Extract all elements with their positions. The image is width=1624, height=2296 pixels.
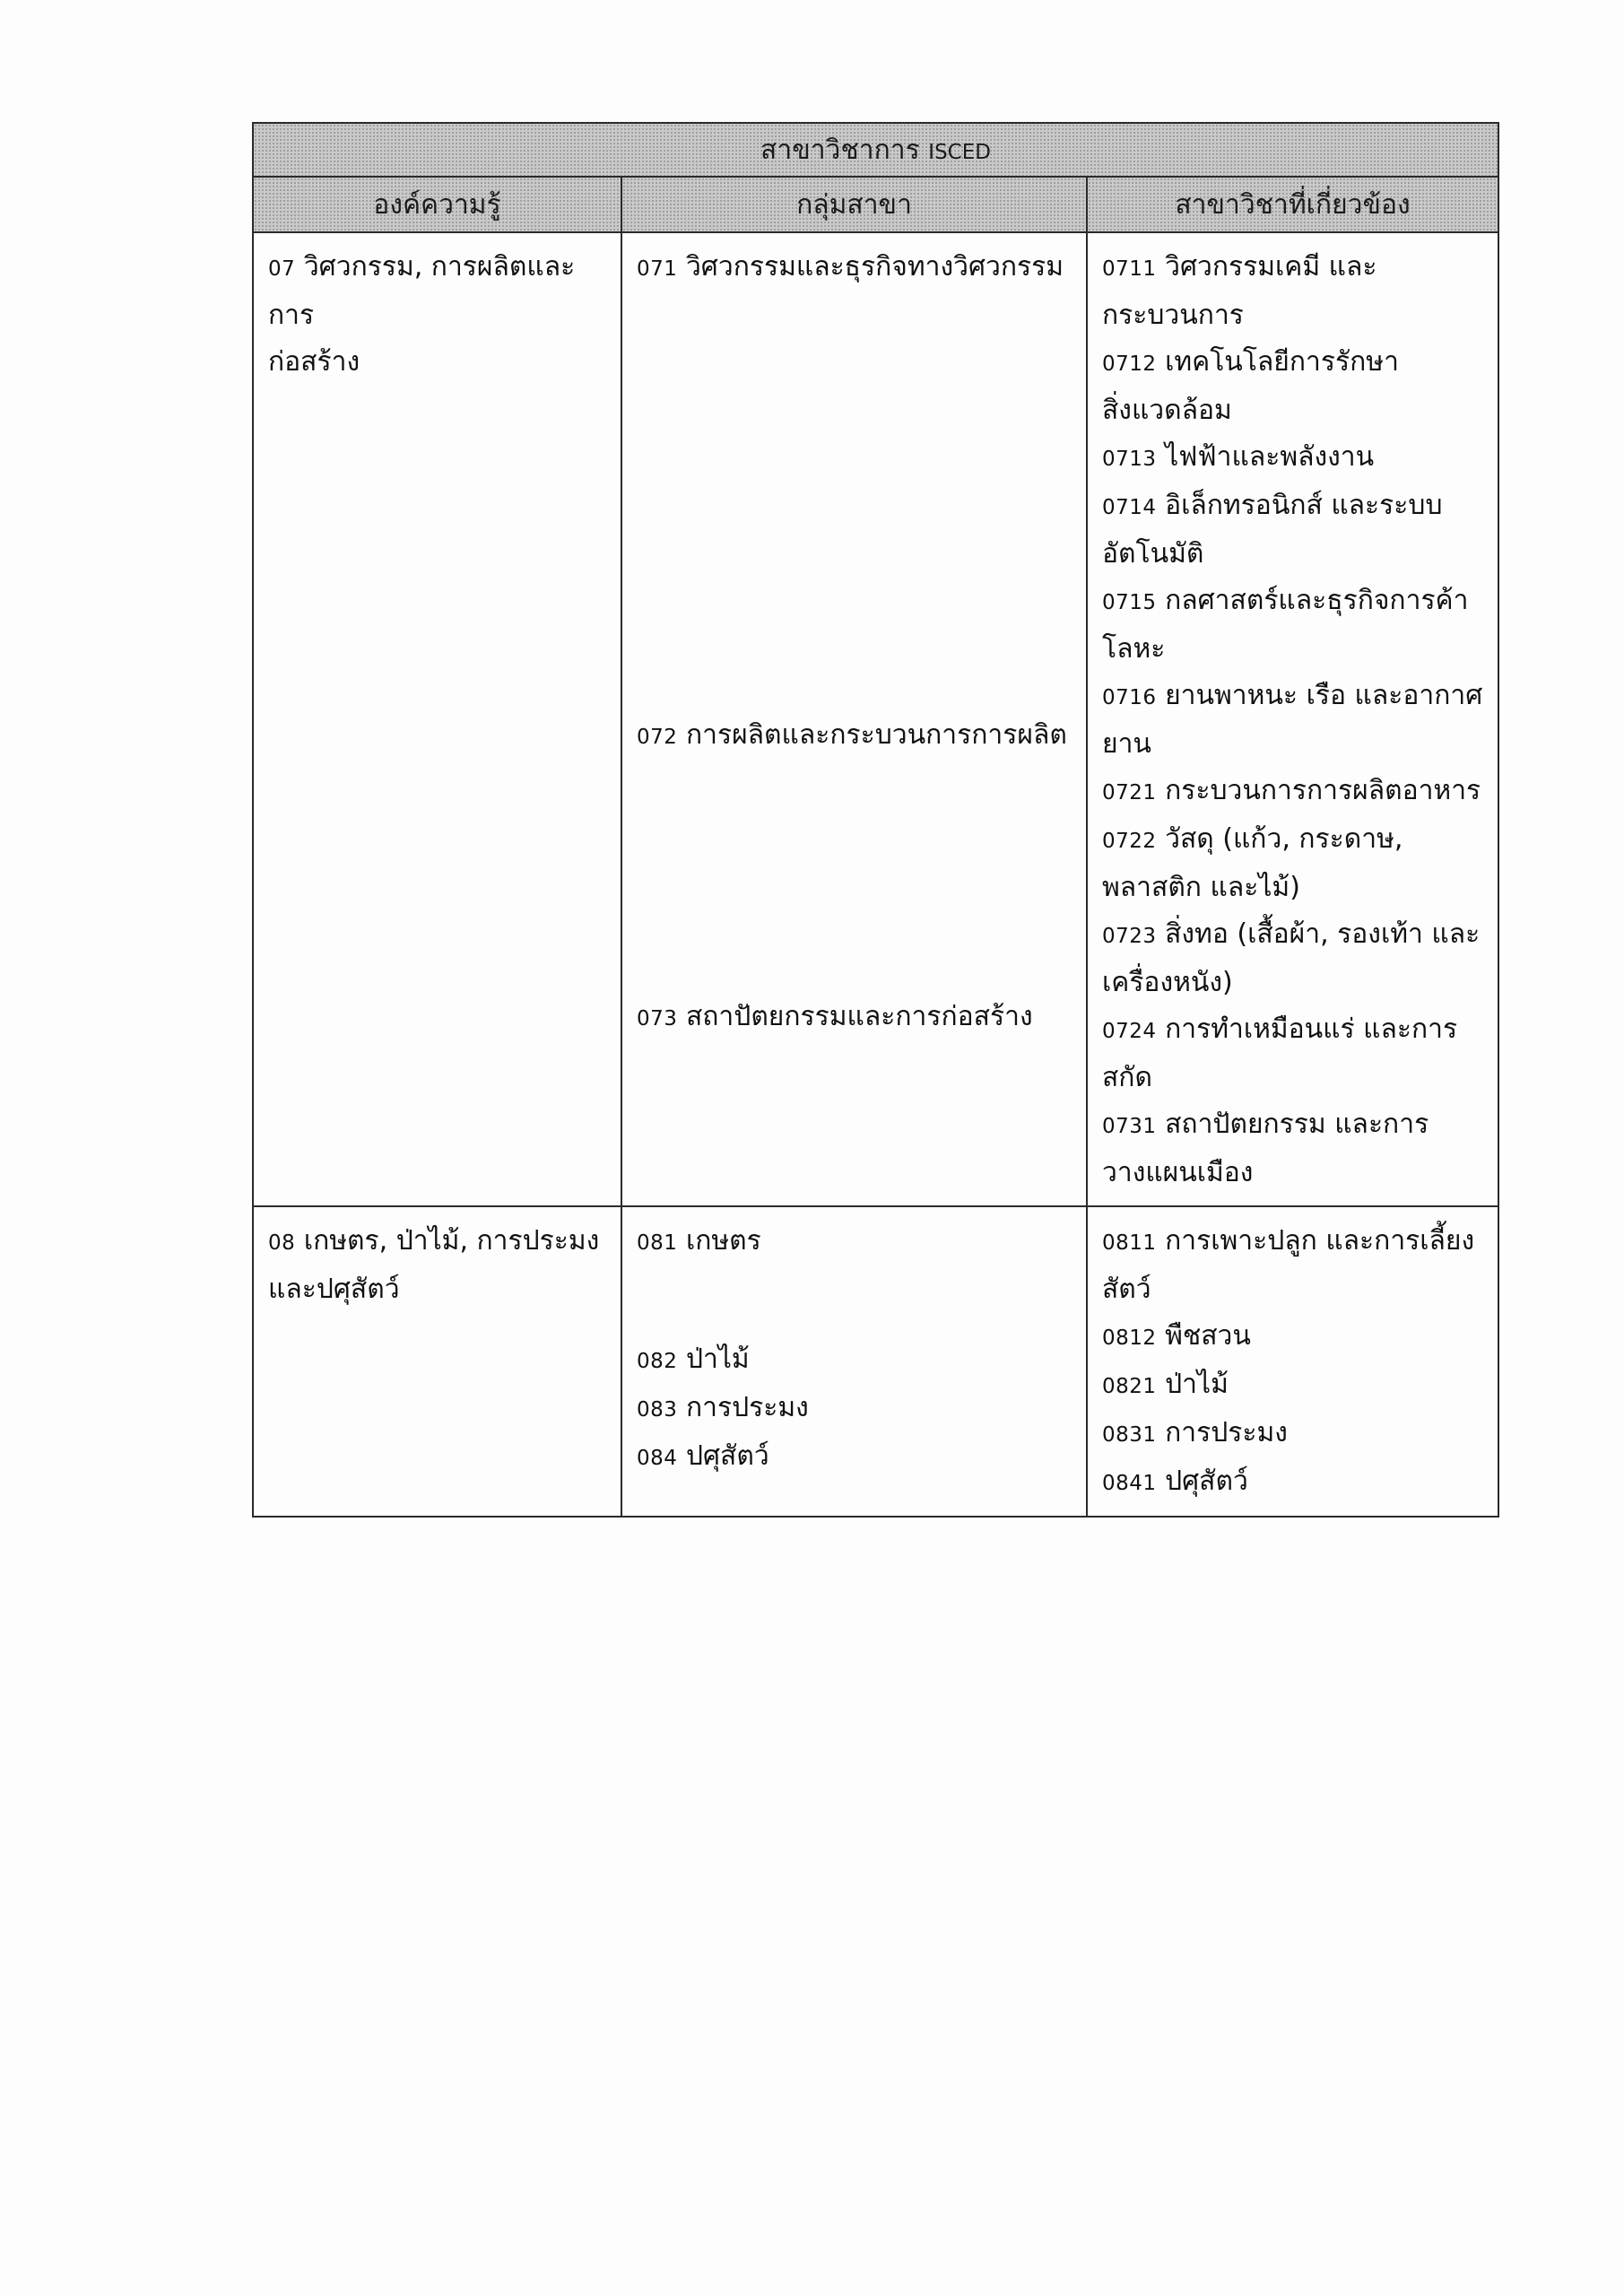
knowledge-cell xyxy=(253,232,621,1206)
field-name-cont: สกัด xyxy=(1102,1062,1152,1093)
field-item xyxy=(1102,244,1485,292)
field-name: เทคโนโลยีการรักษา xyxy=(1165,346,1399,378)
field-code: 0711 xyxy=(1102,257,1157,281)
table-title-suffix: ISCED xyxy=(928,140,991,164)
field-code: 0811 xyxy=(1102,1231,1157,1255)
field-name-cont: เครื่องหนัง) xyxy=(1102,967,1233,998)
field-name-cont: พลาสติก และไม้) xyxy=(1102,872,1300,903)
field-name-cont: วางแผนเมือง xyxy=(1102,1157,1254,1188)
field-item xyxy=(1102,1218,1485,1266)
field-code: 0721 xyxy=(1102,781,1157,804)
field-item xyxy=(1102,483,1485,531)
field-name-cont: สัตว์ xyxy=(1102,1274,1151,1305)
field-item xyxy=(1102,816,1485,865)
field-item xyxy=(1102,768,1485,816)
group-name: สถาปัตยกรรมและการก่อสร้าง xyxy=(685,1001,1033,1032)
field-code: 0812 xyxy=(1102,1326,1157,1350)
group-name: การประมง xyxy=(685,1392,809,1423)
field-item xyxy=(1102,339,1485,387)
field-name: ไฟฟ้าและพลังงาน xyxy=(1165,441,1375,473)
field-code: 0722 xyxy=(1102,830,1157,853)
field-code: 0716 xyxy=(1102,686,1157,709)
group-name: ปศุสัตว์ xyxy=(685,1440,769,1472)
field-item xyxy=(1102,434,1485,483)
field-code: 0821 xyxy=(1102,1375,1157,1398)
group-name: วิศวกรรมและธุรกิจทางวิศวกรรม xyxy=(685,251,1064,283)
field-name: กระบวนการการผลิตอาหาร xyxy=(1165,775,1481,806)
field-name: สถาปัตยกรรม และการ xyxy=(1165,1109,1429,1140)
field-name: การเพาะปลูก และการเลี้ยง xyxy=(1165,1225,1475,1257)
table-row xyxy=(253,1206,1498,1517)
field-code: 0714 xyxy=(1102,496,1157,519)
group-name: การผลิตและกระบวนการการผลิต xyxy=(685,719,1067,751)
knowledge-code: 08 xyxy=(268,1231,296,1255)
field-item xyxy=(1102,1006,1485,1055)
field-item xyxy=(1102,911,1485,960)
group-item xyxy=(637,244,1073,292)
table-title xyxy=(253,123,1498,177)
header-group: กลุ่มสาขา xyxy=(621,177,1087,232)
header-related-fields: สาขาวิชาที่เกี่ยวข้อง xyxy=(1087,177,1498,232)
field-name-cont: กระบวนการ xyxy=(1102,300,1244,331)
field-name: วัสดุ (แก้ว, กระดาษ, xyxy=(1165,823,1403,855)
field-item xyxy=(1102,578,1485,626)
field-code: 0713 xyxy=(1102,448,1157,471)
field-name-cont: โลหะ xyxy=(1102,633,1166,665)
knowledge-line xyxy=(268,244,608,339)
field-name: พืชสวน xyxy=(1165,1320,1251,1352)
group-code: 071 xyxy=(637,257,678,281)
field-name: ยานพาหนะ เรือ และอากาศ xyxy=(1165,680,1483,711)
table-header-row xyxy=(253,177,1498,232)
field-item xyxy=(1102,1313,1485,1361)
field-name-cont: ยาน xyxy=(1102,728,1151,760)
field-item xyxy=(1102,673,1485,721)
field-code: 0712 xyxy=(1102,352,1157,376)
table-title-row xyxy=(253,123,1498,177)
field-name-cont: สิ่งแวดล้อม xyxy=(1102,395,1232,426)
group-name: เกษตร xyxy=(685,1225,761,1257)
field-name: สิ่งทอ (เสื้อผ้า, รองเท้า และ xyxy=(1165,918,1481,950)
group-code: 082 xyxy=(637,1350,678,1373)
group-code: 083 xyxy=(637,1398,678,1422)
knowledge-cell xyxy=(253,1206,621,1517)
knowledge-line xyxy=(268,1218,608,1266)
field-item xyxy=(1102,1101,1485,1150)
group-spacer xyxy=(637,1266,1073,1336)
field-code: 0715 xyxy=(1102,591,1157,614)
fields-cell xyxy=(1087,1206,1498,1517)
group-item xyxy=(637,1218,1073,1266)
fields-cell xyxy=(1087,232,1498,1206)
field-item xyxy=(1102,1458,1485,1507)
group-item xyxy=(637,712,1073,761)
field-code: 0731 xyxy=(1102,1115,1157,1138)
group-cell xyxy=(621,1206,1087,1517)
group-cell xyxy=(621,232,1087,1206)
group-item xyxy=(637,1385,1073,1433)
field-name: อิเล็กทรอนิกส์ และระบบ xyxy=(1165,490,1443,521)
isced-table xyxy=(252,122,1499,1518)
field-item xyxy=(1102,1410,1485,1458)
header-knowledge: องค์ความรู้ xyxy=(253,177,621,232)
knowledge-text: เกษตร, ป่าไม้, การประมง xyxy=(303,1225,600,1257)
field-code: 0841 xyxy=(1102,1472,1157,1495)
field-name: การประมง xyxy=(1165,1417,1288,1448)
group-item xyxy=(637,994,1073,1042)
group-code: 084 xyxy=(637,1447,678,1470)
group-item xyxy=(637,1336,1073,1385)
field-name: ป่าไม้ xyxy=(1165,1369,1229,1400)
field-name: กลศาสตร์และธุรกิจการค้า xyxy=(1165,585,1469,616)
group-spacer xyxy=(637,761,1073,994)
field-code: 0831 xyxy=(1102,1423,1157,1447)
field-name-cont: อัตโนมัติ xyxy=(1102,538,1204,570)
field-name: การทำเหมือนแร่ และการ xyxy=(1165,1013,1458,1045)
group-name: ป่าไม้ xyxy=(685,1344,750,1375)
knowledge-text: วิศวกรรม, การผลิตและการ xyxy=(268,251,576,331)
group-code: 073 xyxy=(637,1007,678,1031)
table-row xyxy=(253,232,1498,1206)
group-item xyxy=(637,1433,1073,1482)
group-spacer xyxy=(637,292,1073,712)
group-code: 072 xyxy=(637,726,678,749)
knowledge-line: ก่อสร้าง xyxy=(268,346,360,378)
knowledge-code: 07 xyxy=(268,257,296,281)
knowledge-line: และปศุสัตว์ xyxy=(268,1274,400,1305)
field-name: วิศวกรรมเคมี และ xyxy=(1165,251,1377,283)
table-title-prefix: สาขาวิชาการ xyxy=(760,134,920,166)
field-code: 0723 xyxy=(1102,925,1157,948)
field-name: ปศุสัตว์ xyxy=(1165,1465,1248,1497)
group-code: 081 xyxy=(637,1231,678,1255)
field-code: 0724 xyxy=(1102,1020,1157,1043)
field-item xyxy=(1102,1361,1485,1410)
